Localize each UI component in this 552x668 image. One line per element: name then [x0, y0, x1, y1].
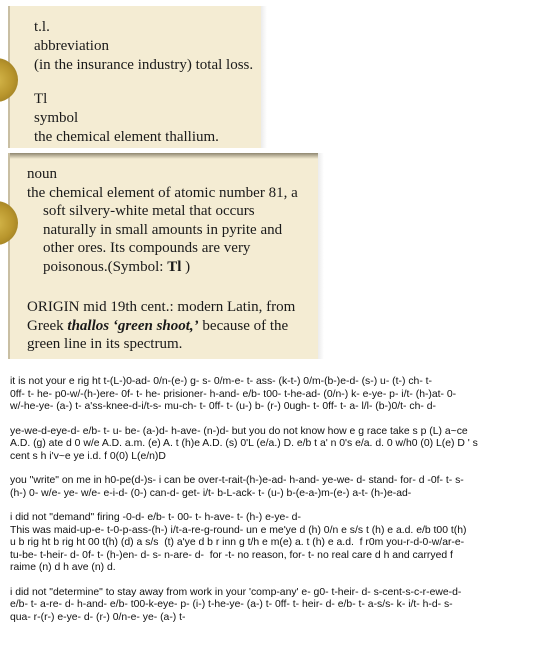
origin-line: [27, 317, 318, 336]
origin-line: green line in its spectrum.: [27, 336, 183, 352]
definition-line: naturally in small amounts in pyrite and: [43, 221, 283, 238]
dictionary-card-thallium: [8, 153, 318, 359]
definition-text: ): [181, 258, 191, 275]
dictionary-card-abbreviations: [8, 6, 261, 148]
part-of-speech: noun: [27, 166, 57, 182]
coin-icon: [0, 58, 18, 102]
card-shadow: [261, 6, 267, 148]
definition-text: poisonous.(Symbol:: [43, 258, 168, 275]
paragraph: ye-we-d-eye-d- e/b- t- u- be- (a-)d- h-ave- (n-)d- but you do not know how e g race take s p (L) a~ce A.D. (g) ate d 0 w/e A.D. a.m. (e) A. t (h)e A.D. (s) 0'L (e/a.) D. e/b t a' n 0's e/a. d. 0 w/h0 (0) L(e) D ' s cent s h i'v~e ye i.d. f 0(0) L(e/n)D: [10, 425, 478, 462]
symbol-bold: Tl: [167, 258, 182, 275]
part-of-speech: abbreviation: [34, 38, 109, 54]
definition-line: other ores. Its compounds are very: [43, 240, 251, 256]
origin-text: Greek: [27, 317, 68, 334]
coin-icon: [0, 201, 18, 245]
definition-line: the chemical element of atomic number 81, a: [27, 184, 298, 201]
origin-line: ORIGIN mid 19th cent.: modern Latin, from: [27, 299, 296, 315]
origin-text: because of the: [198, 317, 289, 334]
etymology-bold: thallos ‘green shoot,’: [67, 317, 199, 334]
headword-tl-symbol: Tl: [34, 91, 48, 107]
paragraph: i did not "determine" to stay away from work in your 'comp-any' e- g0- t-heir- d- s-cent-s-c-r-ewe-d- e/b- t- a-re- d- h-and- e/b- t00-k-eye- p- (i-) t-he-ye- (a-) t- 0ff- t- heir- d- e/b- t- a-s/s- k- i/t- h-d- s- qua- r-(r-) e-ye- d- (r-) 0/n-e- ye- (a-) t-: [10, 586, 462, 623]
headword-tl-abbrev: t.l.: [34, 19, 50, 35]
part-of-speech: symbol: [34, 110, 79, 126]
definition: the chemical element thallium.: [34, 129, 219, 145]
definition-line: [27, 258, 318, 277]
paragraph: it is not your e rig ht t-(L-)0-ad- 0/n-(e-) g- s- 0/m-e- t- ass- (k-t-) 0/m-(b-)e-d- (s-) u- (t-) ch- t- 0ff- t- he- p0-w/-(h-)ere- 0f- t- he- prisioner- h-and- e/b- t00- t-he-ad- (0/n-) k- e-ye- p- i/t- (h-)at- 0- w/-he-ye- (a-) t- a'ss-knee-d-i/t-s- mu-ch- t- 0ff- t- (u-) b- (r-) 0ugh- t- 0ff- t- a- l/l- (b-)0/t- ch- d-: [10, 376, 457, 412]
paragraph: i did not "demand" firing -0-d- e/b- t- 00- t- h-ave- t- (h-) e-ye- d- This was maid-up-e- t-0-p-ass-(h-) i/t-a-re-g-round- un e me'ye d (h) 0/n e s/s t (h) e a.d. e/b t00 t(h) u b rig ht b rig ht 00 t(h) (d) a s/s (t) a'ye d b r inn g t/h e m(e) a. t (h) e a.d. f r0m you-r-d-0-w/ar-e- tu-be- t-heir- d- 0f- t- (h-)en- d- s- n-are- d- for -t- no reason, for- t- no real care d h and carryed f raime (n) d h ave (n) d.: [10, 512, 467, 573]
definition-line: soft silvery-white metal that occurs: [43, 203, 255, 219]
definition: (in the insurance industry) total loss.: [34, 57, 254, 73]
card-shadow-top: [8, 153, 318, 159]
card-shadow: [318, 153, 324, 359]
card-edge: [8, 153, 10, 359]
body-text: [10, 376, 546, 636]
paragraph: you "write" on me in h0-pe(d-)s- i can be over-t-rait-(h-)e-ad- h-and- ye-we- d- stand- for- d -0f- t- s- (h-) 0- w/e- ye- w/e- e-i-d- (0-) can-d- get- i/t- b-L-ack- t- (u-) b-(e-a-)m-(e-) a-t- (h-)e-ad-: [10, 475, 464, 499]
